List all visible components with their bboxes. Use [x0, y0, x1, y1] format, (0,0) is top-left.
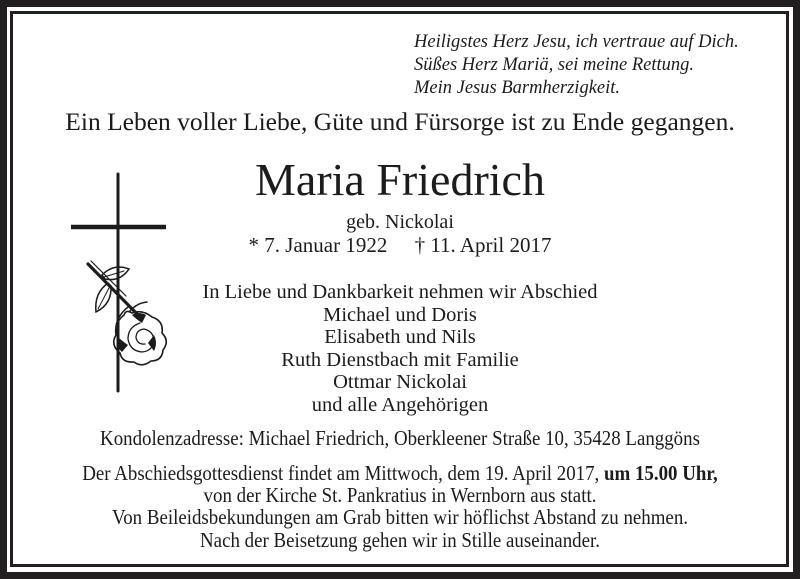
mourners-block [0, 281, 800, 416]
prayer-quote [414, 31, 739, 100]
service-line-1-regular: Der Abschiedsgottesdienst findet am Mittwoch, dem 19. April 2017, [82, 461, 605, 485]
mourner-name: Michael und Doris [323, 303, 477, 326]
birth-date: * 7. Januar 1922 [248, 233, 388, 257]
intro-line: Ein Leben voller Liebe, Güte und Fürsorge ist zu Ende gegangen. [65, 107, 735, 136]
service-details [40, 462, 760, 551]
service-line-3: Von Beileidsbekundungen am Grab bitten wir höflichst Abstand zu nehmen. [112, 505, 688, 530]
service-line-2: von der Kirche St. Pankratius in Wernborn aus statt. [203, 483, 597, 508]
service-line-1 [40, 462, 760, 484]
condolence-address: Kondolenzadresse: Michael Friedrich, Oberkleener Straße 10, 35428 Langgöns [100, 426, 700, 450]
prayer-line: Heiligstes Herz Jesu, ich vertraue auf Dich. [414, 32, 739, 52]
service-line-4: Nach der Beisetzung gehen wir in Stille auseinander. [200, 527, 600, 552]
mourner-name: und alle Angehörigen [311, 393, 489, 416]
mourner-name: Elisabeth und Nils [324, 326, 476, 348]
mourner-name: Ottmar Nickolai [333, 371, 467, 393]
service-time: um 15.00 Uhr, [604, 461, 718, 485]
prayer-line: Mein Jesus Barmherzigkeit. [414, 78, 621, 98]
mourners-intro: In Liebe und Dankbarkeit nehmen wir Abschied [202, 281, 598, 303]
prayer-line: Süßes Herz Mariä, sei meine Rettung. [414, 55, 695, 75]
death-date: † 11. April 2017 [414, 233, 552, 257]
mourner-name: Ruth Dienstbach mit Familie [281, 348, 519, 371]
maiden-name: geb. Nickolai [346, 211, 454, 233]
deceased-name: Maria Friedrich [255, 154, 545, 205]
birth-death-dates [0, 233, 800, 257]
